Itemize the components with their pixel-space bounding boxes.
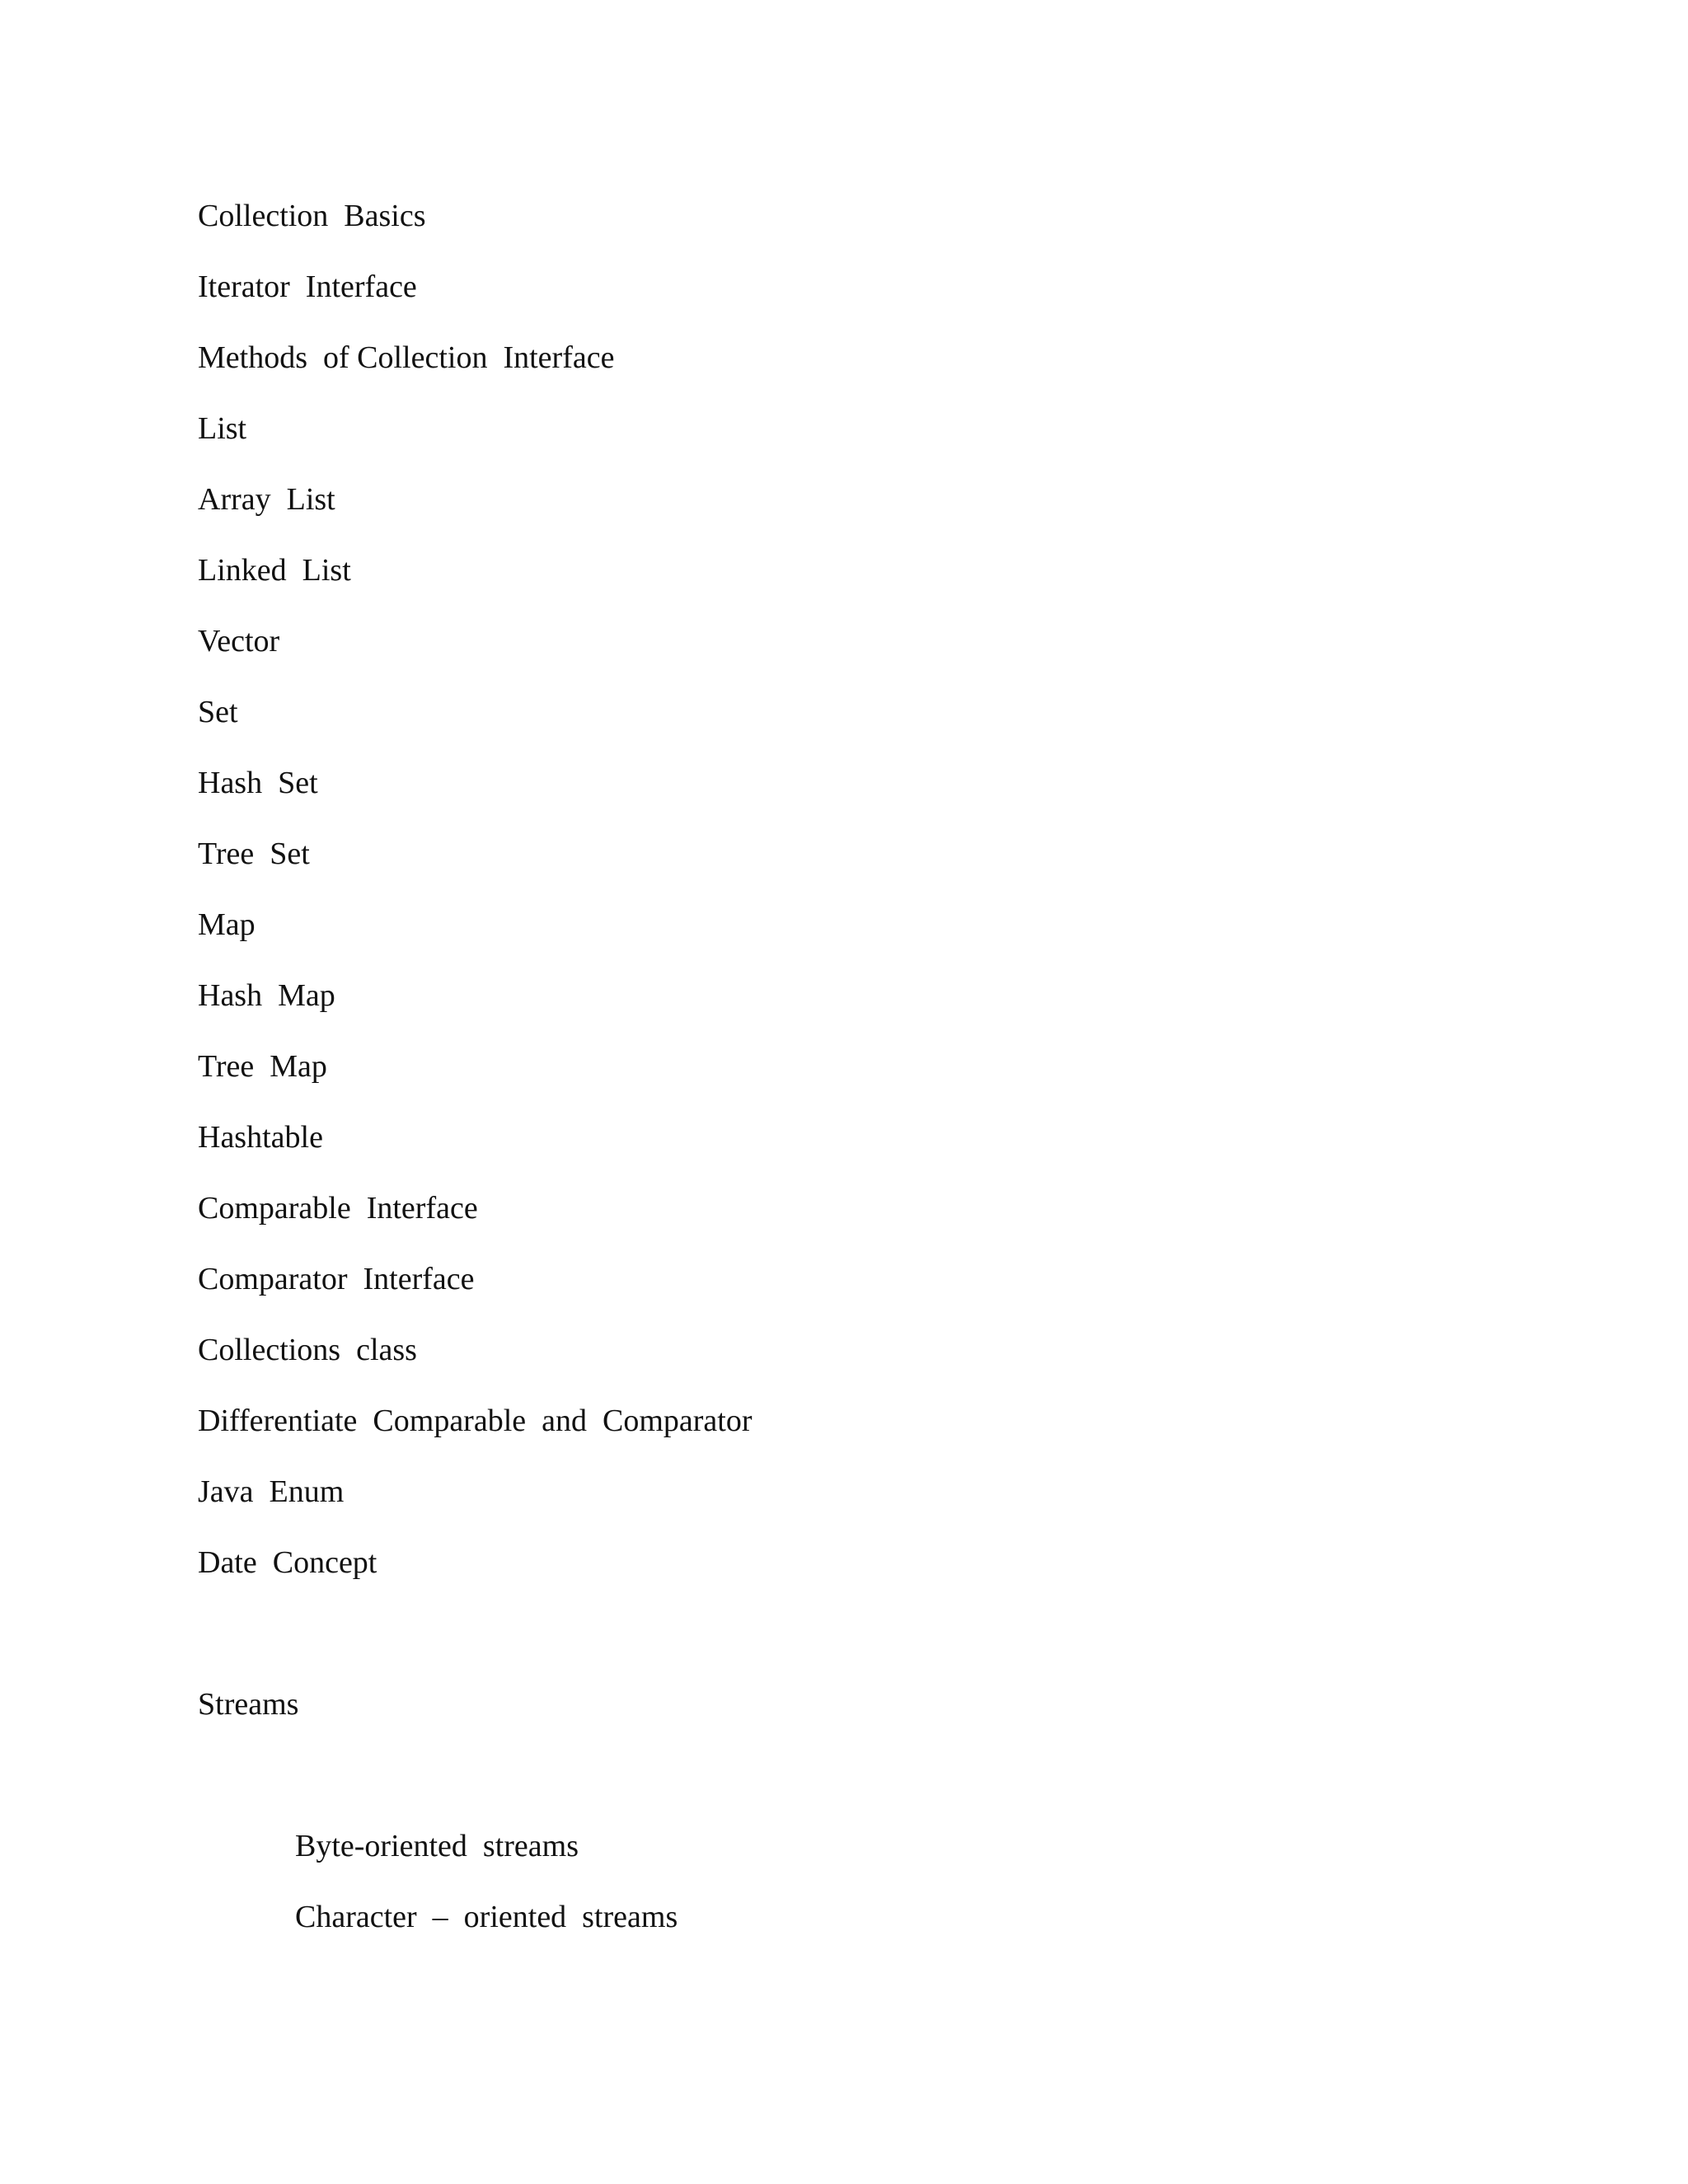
topic-differentiate-comparable-comparator: Differentiate Comparable and Comparator (198, 1404, 753, 1438)
topic-java-enum: Java Enum (198, 1474, 345, 1509)
topic-comparator-interface: Comparator Interface (198, 1262, 475, 1296)
topic-date-concept: Date Concept (198, 1545, 377, 1580)
topic-iterator-interface: Iterator Interface (198, 269, 417, 304)
topic-hash-set: Hash Set (198, 766, 318, 800)
topic-hashtable: Hashtable (198, 1120, 323, 1155)
topic-map: Map (198, 907, 256, 942)
topic-set: Set (198, 695, 238, 729)
topic-collections-class: Collections class (198, 1333, 417, 1367)
topic-vector: Vector (198, 624, 280, 658)
topic-methods-of-collection-interface: Methods of Collection Interface (198, 340, 615, 375)
topic-linked-list: Linked List (198, 553, 351, 588)
streams-heading: Streams (198, 1687, 299, 1722)
topic-tree-map: Tree Map (198, 1049, 327, 1084)
topic-hash-map: Hash Map (198, 978, 335, 1013)
topic-tree-set: Tree Set (198, 837, 310, 871)
topic-list: List (198, 411, 247, 446)
topic-collection-basics: Collection Basics (198, 199, 426, 233)
stream-type-byte-oriented: Byte-oriented streams (295, 1829, 579, 1863)
stream-type-character-oriented: Character – oriented streams (295, 1900, 678, 1934)
topic-array-list: Array List (198, 482, 335, 517)
topic-comparable-interface: Comparable Interface (198, 1191, 478, 1226)
